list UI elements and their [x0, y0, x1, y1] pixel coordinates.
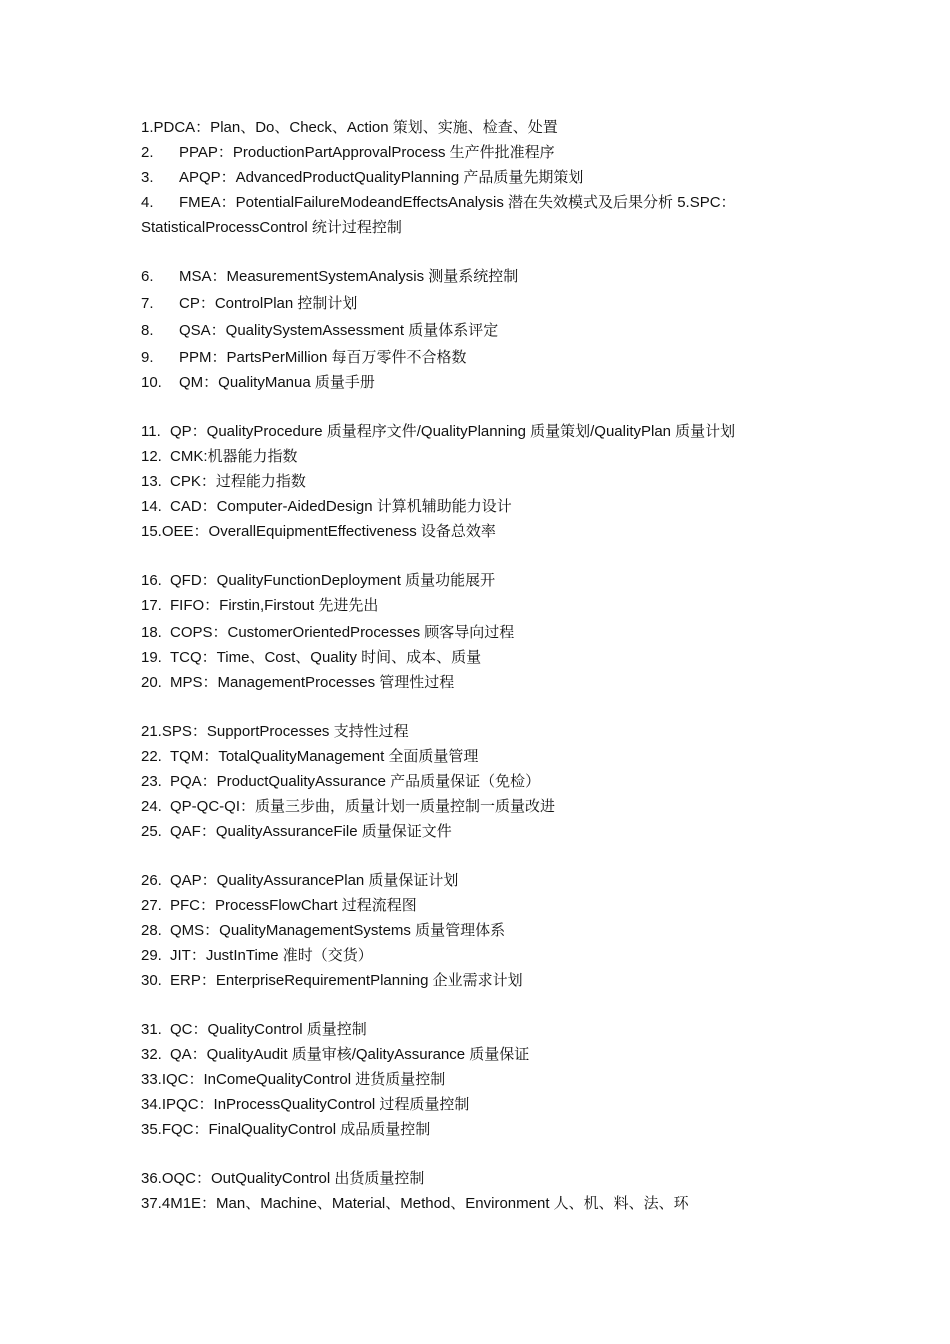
paragraph-gap	[141, 395, 841, 419]
list-item	[141, 165, 841, 190]
item-text: MSA：MeasurementSystemAnalysis 测量系统控制	[179, 268, 519, 285]
item-number: 28.	[141, 922, 162, 939]
list-item	[141, 868, 841, 893]
item-text: QMS：QualityManagementSystems 质量管理体系	[170, 922, 506, 939]
list-item	[141, 918, 841, 943]
item-text: PPAP：ProductionPartApprovalProcess 生产件批准程序	[179, 144, 555, 161]
list-item	[141, 1191, 841, 1216]
item-number: 32.	[141, 1046, 162, 1063]
item-text: TCQ：Time、Cost、Quality 时间、成本、质量	[170, 649, 482, 666]
item-number: 23.	[141, 773, 162, 790]
item-number: 22.	[141, 748, 162, 765]
item-number: 24.	[141, 798, 162, 815]
list-item	[141, 1017, 841, 1042]
list-item	[141, 943, 841, 968]
item-number: 14.	[141, 498, 162, 515]
item-text: FMEA：PotentialFailureModeandEffectsAnalysis 潜在失效模式及后果分析 5.SPC：	[179, 194, 736, 211]
item-number: 10.	[141, 374, 162, 391]
item-number: 17.	[141, 597, 162, 614]
list-item	[141, 469, 841, 494]
list-item	[141, 893, 841, 918]
item-text: PPM：PartsPerMillion 每百万零件不合格数	[179, 349, 467, 366]
item-text: 37.4M1E：Man、Machine、Material、Method、Environment 人、机、料、法、环	[141, 1195, 689, 1212]
item-text: QFD：QualityFunctionDeployment 质量功能展开	[170, 572, 496, 589]
list-item	[141, 1166, 841, 1191]
item-text: 34.IPQC：InProcessQualityControl 过程质量控制	[141, 1096, 470, 1113]
paragraph-gap	[141, 544, 841, 568]
abbreviation-list	[141, 115, 841, 1216]
item-number: 27.	[141, 897, 162, 914]
item-text: FIFO：Firstin,Firstout 先进先出	[170, 597, 379, 614]
item-text: StatisticalProcessControl 统计过程控制	[141, 219, 402, 236]
item-text: QP：QualityProcedure 质量程序文件/QualityPlanning 质量策划/QualityPlan 质量计划	[170, 423, 736, 440]
list-item	[141, 519, 841, 544]
list-item	[141, 291, 841, 318]
item-text: ERP：EnterpriseRequirementPlanning 企业需求计划	[170, 972, 523, 989]
list-item	[141, 719, 841, 744]
list-item	[141, 370, 841, 395]
item-text: QAP：QualityAssurancePlan 质量保证计划	[170, 872, 459, 889]
item-text: 35.FQC：FinalQualityControl 成品质量控制	[141, 1121, 431, 1138]
list-item	[141, 419, 841, 444]
item-text: 36.OQC：OutQualityControl 出货质量控制	[141, 1170, 425, 1187]
item-text: QSA：QualitySystemAssessment 质量体系评定	[179, 322, 499, 339]
item-text: COPS：CustomerOrientedProcesses 顾客导向过程	[170, 624, 515, 641]
item-text: QAF：QualityAssuranceFile 质量保证文件	[170, 823, 452, 840]
item-text: MPS：ManagementProcesses 管理性过程	[170, 674, 455, 691]
item-number: 2.	[141, 144, 154, 161]
list-item	[141, 620, 841, 645]
item-number: 18.	[141, 624, 162, 641]
item-text: 1.PDCA：Plan、Do、Check、Action 策划、实施、检查、处置	[141, 119, 558, 136]
list-item	[141, 318, 841, 345]
item-number: 31.	[141, 1021, 162, 1038]
item-number: 19.	[141, 649, 162, 666]
list-item	[141, 264, 841, 291]
item-number: 7.	[141, 295, 154, 312]
list-item	[141, 794, 841, 819]
list-item	[141, 494, 841, 519]
list-item	[141, 670, 841, 695]
item-text: JIT：JustInTime 准时（交货）	[170, 947, 373, 964]
item-number: 13.	[141, 473, 162, 490]
item-text: 21.SPS：SupportProcesses 支持性过程	[141, 723, 409, 740]
item-text: QM：QualityManua 质量手册	[179, 374, 375, 391]
item-text: CP：ControlPlan 控制计划	[179, 295, 358, 312]
list-item	[141, 190, 841, 215]
item-text: CMK:机器能力指数	[170, 448, 298, 465]
list-item	[141, 115, 841, 140]
paragraph-gap	[141, 240, 841, 264]
item-text: TQM：TotalQualityManagement 全面质量管理	[170, 748, 479, 765]
list-item	[141, 645, 841, 670]
item-number: 29.	[141, 947, 162, 964]
list-item	[141, 819, 841, 844]
item-number: 6.	[141, 268, 154, 285]
list-item	[141, 1092, 841, 1117]
item-text: 15.OEE：OverallEquipmentEffectiveness 设备总效率	[141, 523, 496, 540]
paragraph-gap	[141, 695, 841, 719]
item-text: CPK：过程能力指数	[170, 473, 306, 490]
item-text: 33.IQC：InComeQualityControl 进货质量控制	[141, 1071, 446, 1088]
item-number: 26.	[141, 872, 162, 889]
list-item	[141, 568, 841, 593]
paragraph-gap	[141, 1142, 841, 1166]
item-number: 3.	[141, 169, 154, 186]
list-item-continuation	[141, 215, 841, 240]
list-item	[141, 140, 841, 165]
list-item	[141, 1117, 841, 1142]
list-item	[141, 1042, 841, 1067]
item-number: 16.	[141, 572, 162, 589]
list-item	[141, 769, 841, 794]
item-text: PFC：ProcessFlowChart 过程流程图	[170, 897, 417, 914]
item-number: 8.	[141, 322, 154, 339]
item-text: QP-QC-QI：质量三步曲，质量计划一质量控制一质量改进	[170, 798, 555, 815]
list-item	[141, 968, 841, 993]
item-text: APQP：AdvancedProductQualityPlanning 产品质量先期策划	[179, 169, 584, 186]
item-number: 20.	[141, 674, 162, 691]
paragraph-gap	[141, 993, 841, 1017]
item-number: 12.	[141, 448, 162, 465]
paragraph-gap	[141, 844, 841, 868]
list-item	[141, 444, 841, 469]
list-item	[141, 744, 841, 769]
item-number: 9.	[141, 349, 154, 366]
list-item	[141, 1067, 841, 1092]
item-number: 4.	[141, 194, 154, 211]
item-text: PQA：ProductQualityAssurance 产品质量保证（免检）	[170, 773, 541, 790]
list-item	[141, 593, 841, 620]
item-number: 25.	[141, 823, 162, 840]
item-text: QA：QualityAudit 质量审核/QalityAssurance 质量保证	[170, 1046, 530, 1063]
item-text: QC：QualityControl 质量控制	[170, 1021, 367, 1038]
item-number: 11.	[141, 423, 161, 440]
item-text: CAD：Computer-AidedDesign 计算机辅助能力设计	[170, 498, 512, 515]
item-number: 30.	[141, 972, 162, 989]
list-item	[141, 345, 841, 370]
